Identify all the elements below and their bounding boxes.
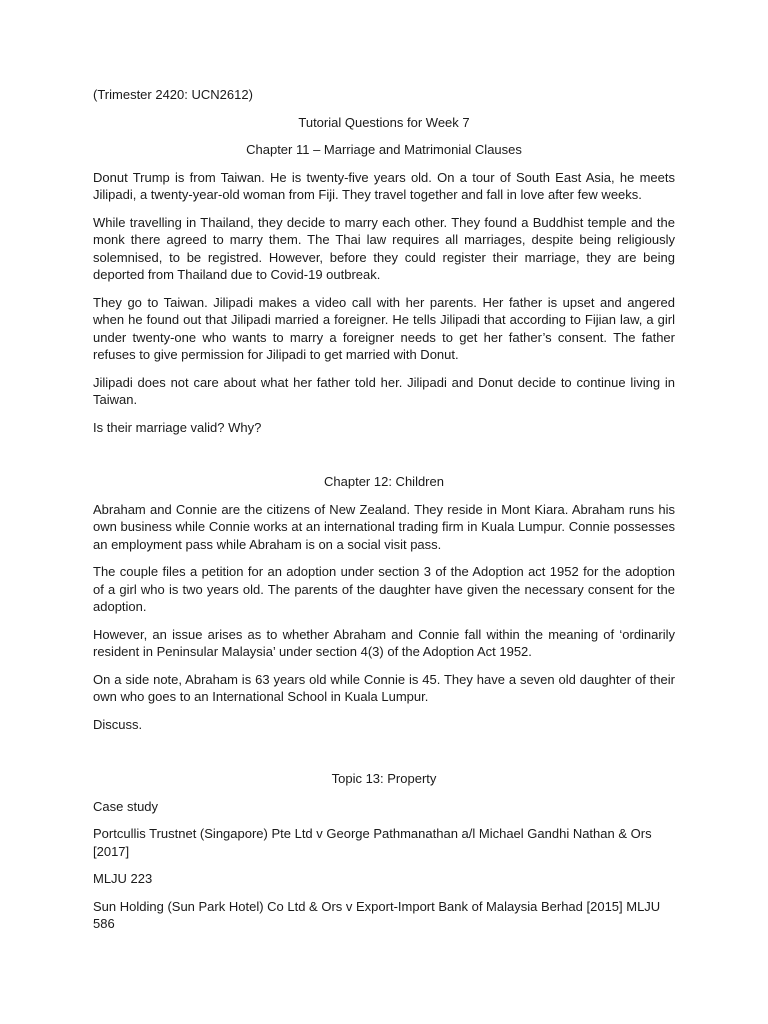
document-page — [93, 86, 675, 943]
case-citation-1-report: MLJU 223 — [93, 871, 153, 886]
chapter12-paragraph-1: Abraham and Connie are the citizens of New Zealand. They reside in Mont Kiara. Abraham runs his own business while Connie works at an international trading firm in Kuala Lumpur. Connie possesses an employment pass while Abraham is on a social visit pass. — [93, 501, 675, 552]
case-study-label: Case study — [93, 798, 159, 814]
section-spacer — [93, 743, 675, 770]
chapter12-discuss: Discuss. — [93, 716, 143, 732]
chapter12-paragraph-3: However, an issue arises as to whether Abraham and Connie fall within the meaning of ‘ordinarily resident in Peninsular Malaysia’ under section 4(3) of the Adoption Act 1952. — [93, 626, 675, 659]
chapter11-paragraph-2: While travelling in Thailand, they decide to marry each other. They found a Buddhist temple and the monk there agreed to marry them. The Thai law requires all marriages, despite being religiously solemnised, to be registred. However, before they could register their marriage, they are being deported from Thailand due to Covid-19 outbreak. — [93, 214, 675, 282]
chapter11-paragraph-4: Jilipadi does not care about what her father told her. Jilipadi and Donut decide to continue living in Taiwan. — [93, 374, 675, 407]
chapter12-paragraph-4: On a side note, Abraham is 63 years old while Connie is 45. They have a seven old daughter of their own who goes to an International School in Kuala Lumpur. — [93, 671, 675, 704]
chapter12-paragraph-2: The couple files a petition for an adoption under section 3 of the Adoption act 1952 for the adoption of a girl who is two years old. The parents of the daughter have given the necessary consent for the adoption. — [93, 564, 675, 614]
chapter11-question: Is their marriage valid? Why? — [93, 419, 262, 435]
chapter11-paragraph-1: Donut Trump is from Taiwan. He is twenty-five years old. On a tour of South East Asia, he meets Jilipadi, a twenty-year-old woman from Fiji. They travel together and fall in love after few weeks. — [93, 169, 675, 202]
chapter11-heading: Chapter 11 – Marriage and Matrimonial Clauses — [246, 142, 522, 157]
topic13-heading: Topic 13: Property — [331, 771, 437, 786]
section-spacer — [93, 446, 675, 473]
chapter12-heading: Chapter 12: Children — [324, 474, 444, 489]
case-citation-2: Sun Holding (Sun Park Hotel) Co Ltd & Ors v Export-Import Bank of Malaysia Berhad [2015] MLJU 586 — [93, 898, 661, 931]
trimester-code: (Trimester 2420: UCN2612) — [93, 87, 253, 102]
document-title: Tutorial Questions for Week 7 — [298, 114, 470, 130]
chapter11-paragraph-3: They go to Taiwan. Jilipadi makes a video call with her parents. Her father is upset and angered when he found out that Jilipadi married a foreigner. He tells Jilipadi that according to Fijian law, a girl under twenty-one who wants to marry a foreigner needs to get her father’s consent. The father refuses to give permission for Jilipadi to get married with Donut. — [93, 294, 675, 362]
case-citation-1: Portcullis Trustnet (Singapore) Pte Ltd v George Pathmanathan a/l Michael Gandhi Nathan & Ors [2017] — [93, 826, 652, 859]
